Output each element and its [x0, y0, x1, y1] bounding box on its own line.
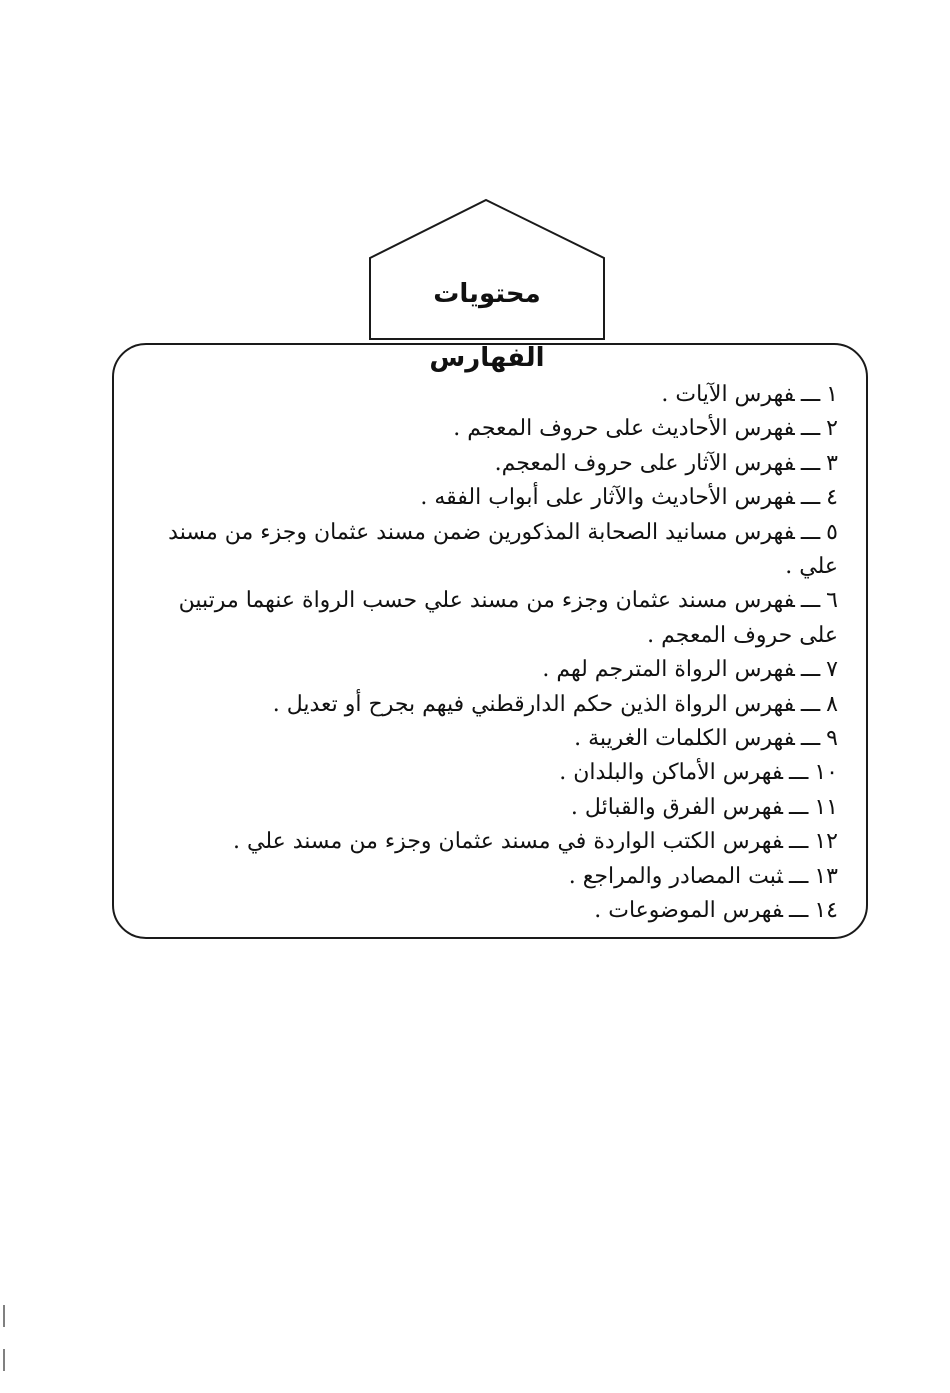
- item-number: ٨: [826, 691, 838, 717]
- item-separator: ـــ: [800, 726, 821, 752]
- item-text: فهرس الكلمات الغريبة .: [574, 726, 795, 752]
- page-title: محتويات الفهارس: [429, 279, 545, 373]
- item-number: ١٠: [814, 760, 838, 786]
- item-text: فهرس مسانيد الصحابة المذكورين ضمن مسند عثمان وجزء من مسند علي .: [168, 519, 838, 580]
- item-number: ٥: [826, 519, 838, 545]
- item-number: ٧: [826, 657, 838, 683]
- item-text: فهرس الكتب الواردة في مسند عثمان وجزء من مسند علي .: [233, 829, 784, 855]
- item-separator: ـــ: [800, 519, 821, 545]
- item-separator: ـــ: [800, 382, 821, 407]
- item-separator: ـــ: [800, 485, 821, 511]
- item-number: ١: [826, 382, 838, 407]
- item-separator: ـــ: [800, 588, 821, 614]
- item-number: ٦: [826, 588, 838, 614]
- item-separator: ـــ: [789, 863, 809, 889]
- item-text: فهرس الآثار على حروف المعجم.: [494, 450, 795, 476]
- list-item: [138, 825, 838, 859]
- item-separator: ـــ: [789, 898, 809, 924]
- list-item: [138, 516, 838, 585]
- list-item: [138, 688, 838, 722]
- item-separator: ـــ: [800, 416, 821, 442]
- item-text: فهرس الأحاديث على حروف المعجم .: [453, 416, 795, 442]
- scan-edge-marks: [2, 1305, 6, 1385]
- item-separator: ـــ: [789, 794, 809, 820]
- list-item: [138, 860, 838, 894]
- item-number: ١٢: [814, 829, 838, 855]
- list-item: [138, 481, 838, 515]
- item-separator: ـــ: [789, 760, 809, 786]
- item-text: فهرس الرواة الذين حكم الدارقطني فيهم بجرح أو تعديل .: [272, 691, 795, 717]
- item-number: ٤: [826, 485, 838, 511]
- item-separator: ـــ: [800, 450, 821, 476]
- list-item: [138, 378, 838, 412]
- index-list: [138, 378, 838, 929]
- list-item: [138, 722, 838, 756]
- item-number: ١١: [814, 794, 838, 820]
- item-text: فهرس الأحاديث والآثار على أبواب الفقه .: [420, 485, 795, 511]
- list-item: [138, 447, 838, 481]
- item-text: ثبت المصادر والمراجع .: [568, 863, 784, 889]
- item-text: فهرس الموضوعات .: [594, 898, 784, 924]
- item-text: فهرس الفرق والقبائل .: [570, 794, 784, 820]
- list-item: [138, 412, 838, 446]
- item-text: فهرس الآيات .: [661, 382, 795, 407]
- item-text: فهرس الأماكن والبلدان .: [559, 760, 784, 786]
- item-number: ٣: [826, 450, 838, 476]
- item-text: فهرس الرواة المترجم لهم .: [542, 657, 795, 683]
- item-text: فهرس مسند عثمان وجزء من مسند علي حسب الرواة عنهما مرتبين على حروف المعجم .: [178, 588, 838, 648]
- item-separator: ـــ: [800, 691, 821, 717]
- list-item: [138, 756, 838, 790]
- item-separator: ـــ: [789, 829, 809, 855]
- item-number: ١٤: [814, 898, 838, 924]
- item-separator: ـــ: [800, 657, 821, 683]
- item-number: ٩: [826, 726, 838, 752]
- list-item: [138, 584, 838, 653]
- list-item: [138, 894, 838, 928]
- item-number: ١٣: [814, 863, 838, 889]
- list-item: [138, 791, 838, 825]
- item-number: ٢: [826, 416, 838, 442]
- list-item: [138, 653, 838, 687]
